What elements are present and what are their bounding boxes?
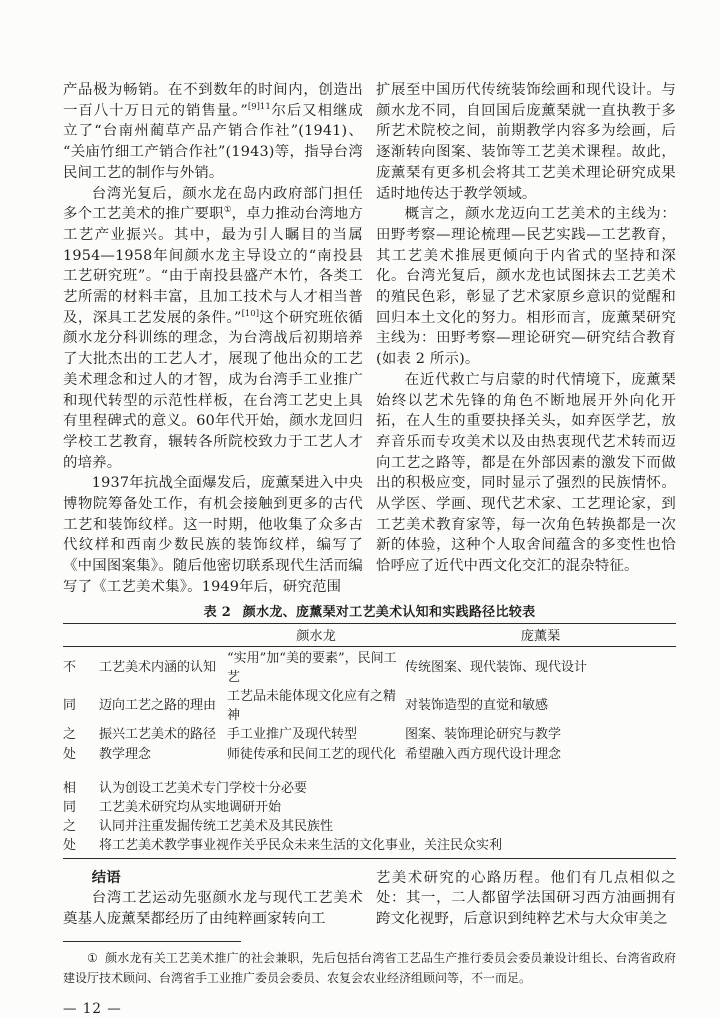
- comparison-table-header: [63, 623, 676, 646]
- right-column: [376, 80, 676, 598]
- pang-xunqin-cell: 传统图案、现代装饰、现代设计: [405, 660, 588, 676]
- row-group-char: 同: [63, 799, 77, 815]
- left-column-bottom: [63, 868, 363, 930]
- header-yan-shuilong: 颜水龙: [227, 623, 405, 646]
- similarity-cell: 将工艺美术教学事业视作关乎民众未来生活的文化事业，关注民众实利: [99, 837, 503, 853]
- conclusion-paragraph-right: 艺美术研究的心路历程。他们有几点相似之处：其一，二人都留学法国研习西方油画拥有跨文化视野，后意识到纯粹艺术与大众审美之: [376, 869, 676, 927]
- paragraph-text: 产品极为畅销。在不到数年的时间内，创造出一百八十万日元的销售量。”: [63, 82, 363, 119]
- conclusion-paragraph-left: 台湾工艺运动先驱颜水龙与现代工艺美术奠基人庞薰琹都经历了由纯粹画家转向工: [63, 890, 363, 927]
- header-empty-cell: [99, 623, 227, 646]
- body-columns-bottom: [63, 868, 676, 930]
- aspect-cell: 迈向工艺之路的理由: [99, 698, 217, 714]
- row-group-char: 之: [63, 818, 77, 834]
- body-columns-top: [63, 80, 676, 598]
- footnote: [63, 948, 676, 989]
- table-row-similarity: [63, 777, 676, 796]
- yan-shuilong-cell: 工艺品未能体现文化应有之精神: [227, 688, 397, 723]
- paragraph: [63, 184, 363, 474]
- table-row-similarity: [63, 815, 676, 834]
- similarity-cell: 工艺美术研究均从实地调研开始: [99, 799, 282, 815]
- table-row-difference: [63, 743, 676, 763]
- paragraph-text: 1937年抗战全面爆发后，庞薰琹进入中央博物院筹备处工作，有机会接触到更多的古代工艺和装饰纹样。这一时期，他收集了众多古代纹样和西南少数民族的装饰纹样，编写了《中国图案集》。随后他密切联系现代生活而编写了《工艺美术集》。1949年后，研究范围: [63, 475, 363, 595]
- paragraph-text: 概言之，颜水龙迈向工艺美术的主线为：田野考察—理论梳理—民艺实践—工艺教育，其工艺美术推展更倾向于内省式的坚持和深化。台湾光复后，颜水龙也试图抹去工艺美术的殖民色彩，彰显了艺术家原乡意识的觉醒和回归本土文化的努力。相形而言，庞薰琹研究主线为：田野考察—理论研究—研究结合教育(如表 2 所示)。: [376, 206, 676, 368]
- similarity-cell: 认同并注重发掘传统工艺美术及其民族性: [99, 818, 334, 834]
- paragraph-text: ，卓力推动台湾地方工艺产业振兴。其中，最为引人瞩目的当属1954—1958年间颜水龙主导设立的“南投县工艺研究班”。“由于南投县盛产木竹，各类工艺所需的材料丰富，且加工技术与人才相当普及，深具工艺发展的条件。”: [63, 206, 364, 326]
- footnote-marker: ①: [87, 950, 98, 965]
- paragraph-text: 这个研究班依循颜水龙分科训练的理念，为台湾战后初期培养了大批杰出的工艺人才，展现了他出众的工艺美术理念和过人的才智，成为台湾手工业推广和现代转型的示范性样板，在台湾工艺史上具有里程碑式的意义。60年代开始，颜水龙回归学校工艺教育，辗转各所院校致力于工艺人才的培养。: [63, 309, 363, 471]
- similarity-cell: 认为创设工艺美术专门学校十分必要: [99, 780, 308, 796]
- row-group-char: 不: [63, 660, 77, 676]
- citation-superscript: ①: [223, 205, 232, 216]
- table-row-difference: [63, 685, 676, 723]
- table-caption-title: 颜水龙、庞薰琹对工艺美术认知和实践路径比较表: [242, 604, 536, 620]
- paragraph-text: 扩展至中国历代传统装饰绘画和现代设计。与颜水龙不同，自回国后庞薰琹就一直执教于多所艺术院校之间，前期教学内容多为绘画，后逐渐转向图案、装饰等工艺美术课程。故此，庞薰琹有更多机会将其工艺美术理论研究成果适时地传达于教学领域。: [376, 82, 676, 202]
- row-group-char: 之: [63, 727, 77, 743]
- footnote-text: 颜水龙有关工艺美术推广的社会兼职，先后包括台湾省工艺品生产推行委员会委员兼设计组长、台湾省政府建设厅技术顾问、台湾省手工业推广委员会委员、农复会农业经济组顾问等，不一而足。: [63, 950, 676, 986]
- yan-shuilong-cell: “实用”加“美的要素”，民间工艺: [227, 650, 397, 685]
- row-group-char: 处: [63, 747, 77, 763]
- table-row-similarity: [63, 796, 676, 815]
- page-number: — 12 —: [63, 1000, 122, 1017]
- spacer-cell: [63, 763, 676, 777]
- header-empty-cell: [63, 623, 99, 646]
- table-row-similarity: [63, 834, 676, 859]
- paragraph: [376, 204, 676, 370]
- left-column: [63, 80, 363, 598]
- comparison-table-body: [63, 646, 676, 858]
- aspect-cell: 振兴工艺美术的路径: [99, 727, 217, 743]
- footnote-separator: [63, 941, 241, 942]
- conclusion-heading: 结语: [91, 868, 121, 886]
- row-group-char: 同: [63, 698, 77, 714]
- table-caption: [63, 601, 676, 620]
- table-row-difference: [63, 723, 676, 743]
- pang-xunqin-cell: 图案、装饰理论研究与教学: [405, 727, 562, 743]
- pang-xunqin-cell: 希望融入西方现代设计理念: [405, 747, 562, 763]
- table-header-row: [63, 623, 676, 646]
- comparison-table: [63, 623, 676, 859]
- table-row-difference: [63, 646, 676, 685]
- right-column-bottom: [376, 868, 676, 930]
- pang-xunqin-cell: 对装饰造型的直觉和敏感: [405, 698, 549, 714]
- citation-superscript: [9]11: [247, 101, 271, 112]
- paragraph: [376, 370, 676, 577]
- paragraph: [376, 80, 676, 204]
- paragraph-text: 尔后又相继成立了“台南州蔺草产品产销合作社”(1941)、“关庙竹细工产销合作社”(1943)等，指导台湾民间工艺的制作与外销。: [63, 102, 363, 181]
- aspect-cell: 工艺美术内涵的认知: [99, 660, 217, 676]
- table-section-spacer: [63, 763, 676, 777]
- row-group-char: 相: [63, 780, 77, 796]
- paragraph-text: 台湾光复后，颜水龙在岛内政府部门担任多个工艺美术的推广要职: [63, 185, 363, 223]
- table-caption-label: 表 2: [203, 604, 232, 620]
- paragraph: [63, 80, 363, 184]
- paragraph: [63, 473, 363, 597]
- header-pang-xunqin: 庞薰琹: [405, 623, 676, 646]
- yan-shuilong-cell: 手工业推广及现代转型: [227, 727, 358, 743]
- paragraph-text: 在近代救亡与启蒙的时代情境下，庞薰琹始终以艺术先锋的角色不断地展开外向化开拓，在人生的重要抉择关头，如弃医学艺，放弃音乐而专攻美术以及由热衷现代艺术转而迈向工艺之路等，都是在外部因素的激发下而做出的积极应变，同时显示了强烈的民族情怀。从学医、学画、现代艺术家、工艺理论家，到工艺美术教育家等，每一次角色转换都是一次新的体验，这种个人取舍间蕴含的多变性也恰恰呼应了近代中西文化交汇的混杂特征。: [376, 371, 676, 575]
- citation-superscript: [10]: [241, 308, 260, 319]
- yan-shuilong-cell: 师徒传承和民间工艺的现代化: [227, 747, 397, 763]
- aspect-cell: 教学理念: [99, 747, 152, 763]
- row-group-char: 处: [63, 837, 77, 853]
